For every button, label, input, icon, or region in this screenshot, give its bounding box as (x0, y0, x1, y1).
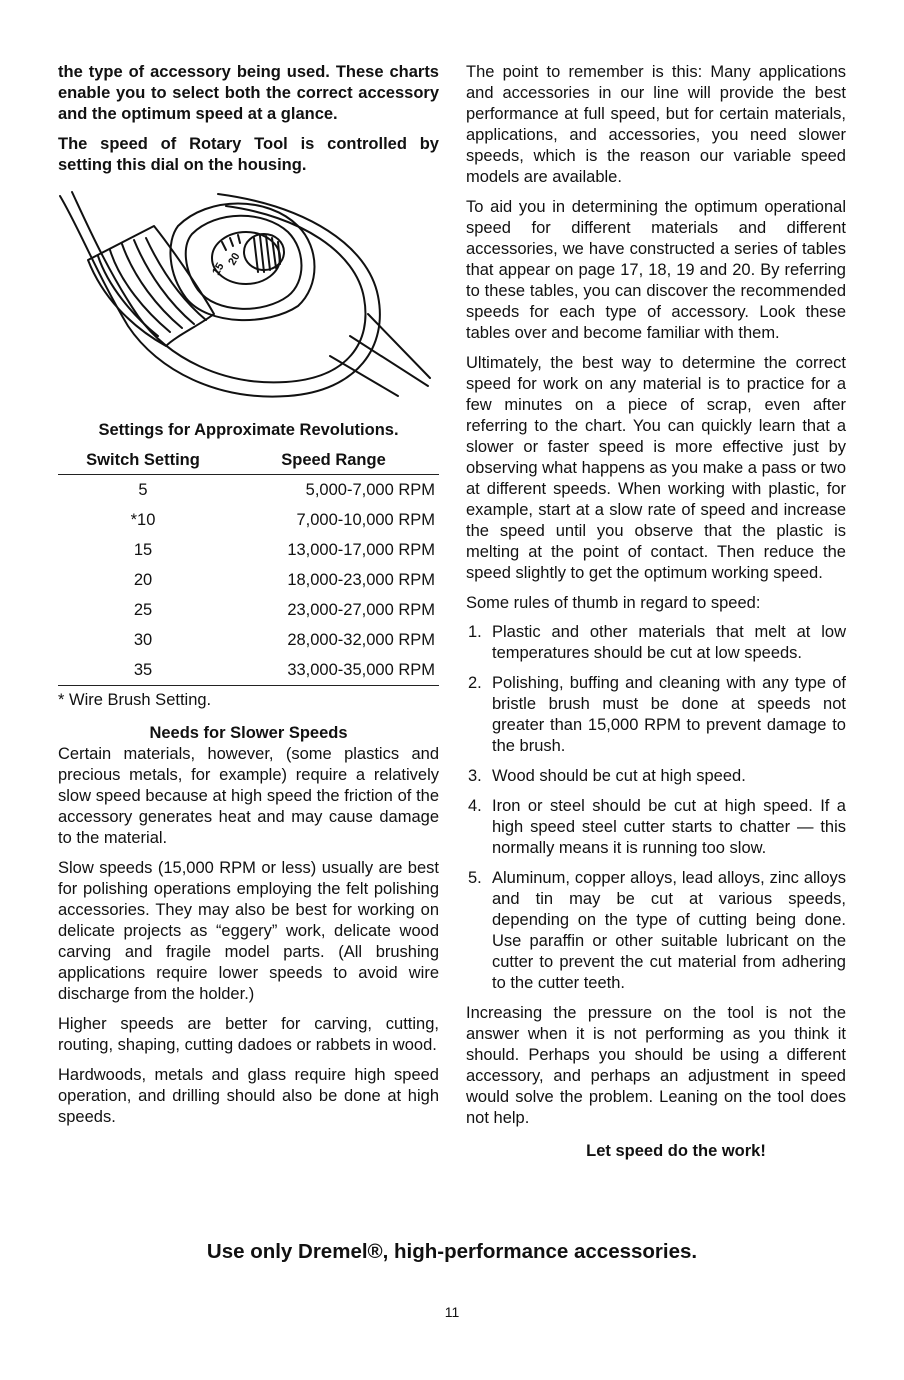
header-switch-setting: Switch Setting (58, 447, 228, 475)
list-text: Wood should be cut at high speed. (492, 767, 746, 785)
page-number: 11 (444, 1304, 460, 1320)
speed-range-cell: 18,000-23,000 RPM (287, 570, 435, 589)
list-number: 2. (468, 674, 482, 692)
list-item (466, 766, 846, 787)
list-item (466, 868, 846, 994)
dial-mark-15: 15 (210, 260, 227, 278)
paragraph: Ultimately, the best way to determine the correct speed for work on any material is to practice for a few minutes on a piece of scrap, even after referring to the chart. You can quickly learn that a slower or faster speed is more effective just by observing what happens as you make a pass or two at different speeds. When working with plastic, for example, start at a slow rate of speed and increase the speed until you observe that the plastic is melting at the point of contact. Then reduce the speed slightly to get the optimum working speed. (466, 354, 846, 582)
switch-setting-cell: 25 (133, 600, 153, 619)
list-item (466, 673, 846, 757)
left-column (58, 62, 439, 1128)
table-row (58, 565, 439, 595)
right-column (466, 62, 846, 1162)
paragraph: Higher speeds are better for carving, cutting, routing, shaping, cutting dadoes or rabbets in wood. (58, 1015, 439, 1054)
paragraph: Certain materials, however, (some plastics and precious metals, for example) require a relatively slow speed because at high speed the friction of the accessory generates heat and may cause damage to the material. (58, 745, 439, 847)
switch-setting-cell: *10 (130, 510, 156, 529)
table-caption: Settings for Approximate Revolutions. (98, 421, 399, 439)
speed-range-cell: 28,000-32,000 RPM (287, 630, 435, 649)
switch-setting-cell: 30 (133, 630, 153, 649)
paragraph: The point to remember is this: Many applications and accessories in our line will provide the best performance at full speed, but for certain materials, applications, and accessories, you need slower speeds, which is the reason our variable speed models are available. (466, 63, 846, 186)
table-row (58, 655, 439, 686)
table-footnote: * Wire Brush Setting. (58, 691, 212, 709)
table-row (58, 625, 439, 655)
switch-setting-cell: 15 (133, 540, 153, 559)
switch-setting-cell: 5 (138, 480, 148, 499)
header-speed-range: Speed Range (228, 447, 439, 475)
speed-dial-text: The speed of Rotary Tool is controlled by setting this dial on the housing. (58, 135, 439, 174)
paragraph: Hardwoods, metals and glass require high speed operation, and drilling should also be done at high speeds. (58, 1066, 439, 1126)
list-number: 4. (468, 797, 482, 815)
motto-text: Let speed do the work! (586, 1142, 766, 1160)
rules-intro: Some rules of thumb in regard to speed: (466, 594, 761, 612)
rules-list (466, 622, 846, 994)
speed-range-cell: 7,000-10,000 RPM (296, 510, 435, 529)
speed-range-cell: 13,000-17,000 RPM (287, 540, 435, 559)
speed-range-cell: 5,000-7,000 RPM (305, 480, 435, 499)
speed-range-cell: 33,000-35,000 RPM (287, 660, 435, 679)
paragraph: To aid you in determining the optimum operational speed for different materials and different accessories, we have constructed a series of tables that appear on page 17, 18, 19 and 20. By referring to these tables, you can discover the recommended speeds for each type of accessory. Look these tables over and become familiar with them. (466, 198, 846, 342)
footer-accessories-line: Use only Dremel®, high-performance accessories. (206, 1240, 698, 1263)
table-header-row (58, 447, 439, 475)
list-item (466, 622, 846, 664)
closing-paragraph: Increasing the pressure on the tool is not the answer when it is not performing as you think it should. Perhaps you should be using a different accessory, and perhaps an adjustment in speed would solve the problem. Leaning on the tool does not help. (466, 1004, 846, 1127)
list-item (466, 796, 846, 859)
rotary-tool-dial-illustration (58, 186, 439, 411)
intro-bold-text: the type of accessory being used. These charts enable you to select both the correct accessory and the optimum speed at a glance. (58, 63, 439, 123)
switch-setting-cell: 20 (133, 570, 153, 589)
table-row (58, 505, 439, 535)
dial-mark-20: 20 (226, 250, 243, 268)
paragraph: Slow speeds (15,000 RPM or less) usually are best for polishing operations employing the felt polishing accessories. They may also be best for working on delicate projects as “eggery” work, delicate wood carving and fragile model parts. (All brushing applications require lower speeds to avoid wire discharge from the holder.) (58, 859, 439, 1003)
table-row (58, 535, 439, 565)
list-number: 3. (468, 767, 482, 785)
list-number: 5. (468, 869, 482, 887)
table-row (58, 475, 439, 506)
list-number: 1. (468, 623, 482, 641)
speed-range-cell: 23,000-27,000 RPM (287, 600, 435, 619)
list-text: Plastic and other materials that melt at low temperatures should be cut at low speeds. (492, 623, 846, 662)
slower-speeds-heading: Needs for Slower Speeds (149, 724, 348, 742)
list-text: Aluminum, copper alloys, lead alloys, zinc alloys and tin may be cut at various speeds, depending on the type of cutting being done. Use paraffin or other suitable lubricant on the cutter to prevent the cut material from adhering to the cutter teeth. (492, 869, 846, 992)
list-text: Iron or steel should be cut at high speed. If a high speed steel cutter starts to chatter — this normally means it is running too slow. (492, 797, 846, 857)
speed-settings-table (58, 447, 439, 686)
switch-setting-cell: 35 (133, 660, 153, 679)
list-text: Polishing, buffing and cleaning with any type of bristle brush must be done at speeds not greater than 15,000 RPM to prevent damage to the brush. (492, 674, 846, 755)
table-row (58, 595, 439, 625)
